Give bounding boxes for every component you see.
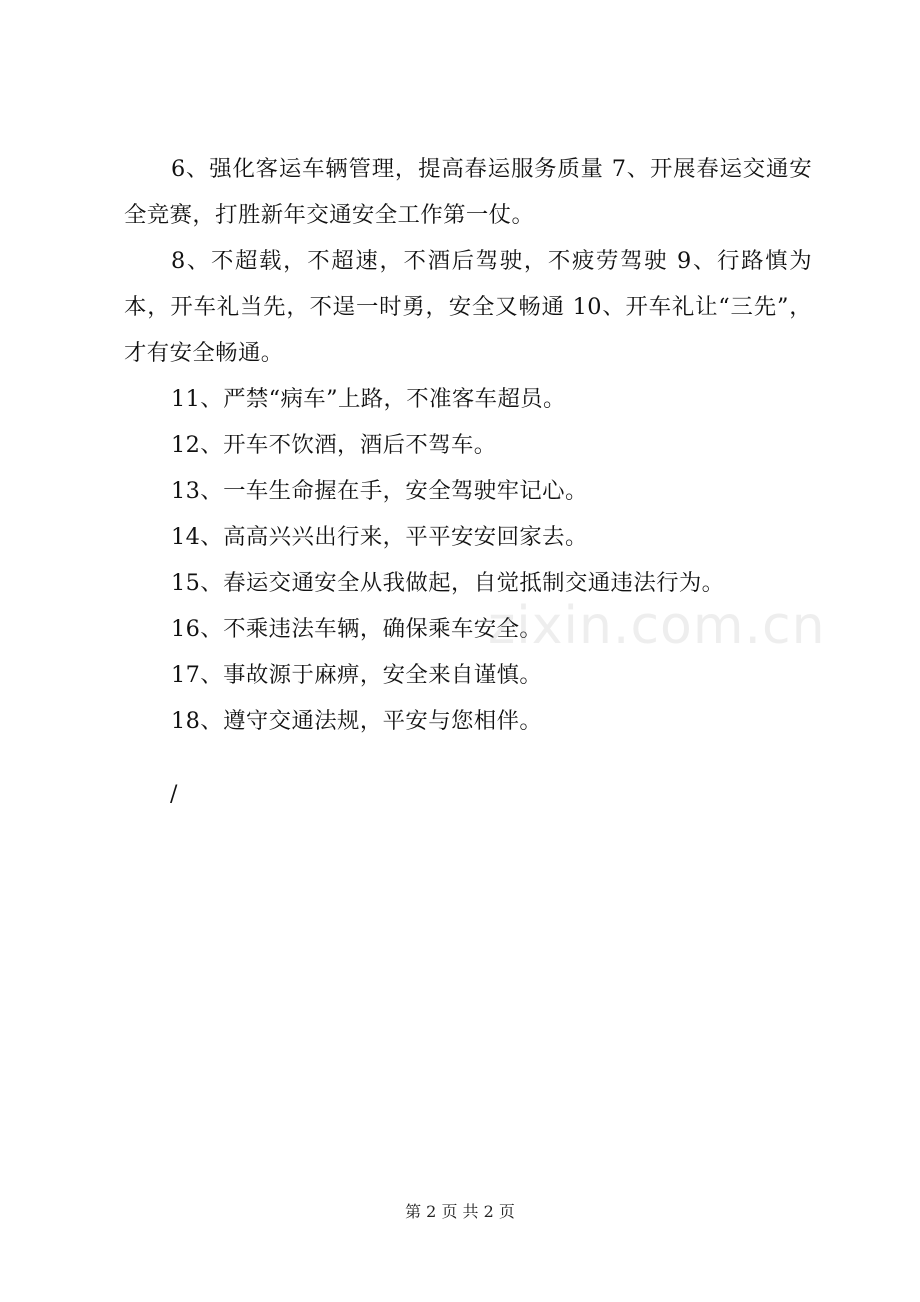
- paragraph-14: 14、高高兴兴出行来，平平安安回家去。: [171, 524, 588, 550]
- paragraph-8-10: 8、不超载，不超速，不酒后驾驶，不疲劳驾驶 9、行路慎为本，开车礼当先，不逞一时勇，安全又畅通 10、开车礼让“三先”，才有安全畅通。: [124, 248, 812, 366]
- paragraph-16: 16、不乘违法车辆，确保乘车安全。: [171, 616, 543, 642]
- paragraph-15: 15、春运交通安全从我做起，自觉抵制交通违法行为。: [171, 570, 725, 596]
- paragraph-13: 13、一车生命握在手，安全驾驶牢记心。: [171, 478, 588, 504]
- paragraph-6-7: 6、强化客运车辆管理，提高春运服务质量 7、开展春运交通安全竞赛，打胜新年交通安全工作第一仗。: [124, 156, 812, 228]
- paragraph-12: 12、开车不饮酒，酒后不驾车。: [171, 432, 497, 458]
- paragraph-17: 17、事故源于麻痹，安全来自谨慎。: [171, 662, 543, 688]
- paragraph-18: 18、遵守交通法规，平安与您相伴。: [171, 708, 543, 734]
- paragraph-11: 11、严禁“病车”上路，不准客车超员。: [171, 386, 566, 412]
- page-footer: 第 2 页 共 2 页: [405, 1202, 515, 1221]
- watermark: zixin.com.cn: [488, 596, 826, 656]
- trailing-slash: /: [170, 782, 178, 807]
